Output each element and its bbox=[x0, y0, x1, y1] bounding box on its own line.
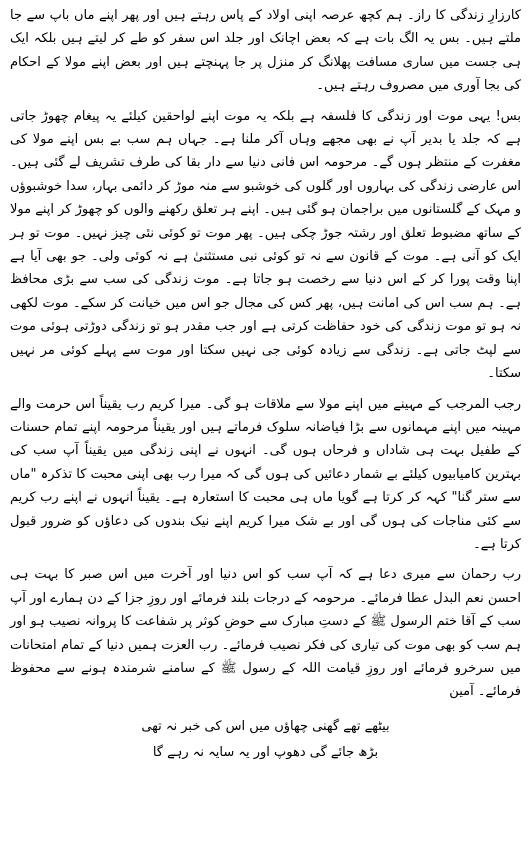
paragraph-4: رب رحمان سے میری دعا ہے کہ آپ سب کو اس دنیا اور آخرت میں اس صبر کا بہت ہی احسن نعم البدل عطا فرمائے۔ مرحومہ کے درجات بلند فرمائے اور روزِ جزا کے دن ہمارے اور آپ سب کے آقا ختم الرسول ﷺ کے دستِ مبارک سے حوضِ کوثر پر شفاعت کا پروانہ نصیب ہو اور ہم سب کو بھی موت کی تیاری کی فکر نصیب فرمائے۔ رب العزت ہمیں دنیا کے تمام امتحانات میں سرخرو فرمائے اور روزِ قیامت اللہ کے رسول ﷺ کے سامنے شرمندہ ہونے سے محفوظ فرمائے۔ آمین bbox=[9, 567, 521, 700]
closing-couplet bbox=[10, 714, 521, 766]
paragraph-1: کارزارِ زندگی کا راز۔ ہم کچھ عرصہ اپنی اولاد کے پاس رہتے ہیں اور پھر اپنے ماں باپ سے جا ملتے ہیں۔ بس یہ الگ بات ہے کہ بعض اچانک اور جلد اس سفر کو طے کر لیتے ہیں بلکہ ایک ہی جست میں ساری مسافت پھلانگ کر منزل پر جا پہنچتے ہیں اور بعض اپنے مولا کے احکام کی بجا آوری میں مصروف رہتے ہیں۔ bbox=[10, 8, 521, 94]
paragraph-3: رجب المرجب کے مہینے میں اپنے مولا سے ملاقات ہو گی۔ میرا کریم رب یقیناً اس حرمت والے مہینہ میں اپنے مہمانوں سے بڑا فیاضانہ سلوک فرماتے ہیں اور یقیناً مرحومہ اپنے تمام حسنات کے طفیل بہت ہی شاداں و فرحاں ہوں گی۔ انہوں نے اپنی زندگی میں یقیناً آپ سب کی بہترین کامیابیوں کیلئے بے شمار دعائیں کی ہوں گی کہ میرا رب بھی اپنی محبت کا تذکرہ "ماں سے ستر گنا" کہہ کر کرتا ہے گویا ماں ہی محبت کا استعارہ ہے۔ یقیناً انہوں نے اپنے رب کریم سے کئی مناجات کی ہوں گی اور بے شک میرا کریم اپنے نیک بندوں کی دعاؤں کو ضرور قبول کرتا ہے۔ bbox=[10, 396, 521, 552]
couplet-line-1: بیٹھے تھے گھنی چھاؤں میں اس کی خبر نہ تھی bbox=[141, 718, 390, 734]
couplet-line-2: بڑھ جائے گی دھوپ اور یہ سایہ نہ رہے گا bbox=[152, 744, 379, 760]
paragraph-2: بس! یہی موت اور زندگی کا فلسفہ ہے بلکہ یہ موت اپنے لواحقین کیلئے یہ پیغام چھوڑ جاتی ہے کہ جلد یا بدیر آپ نے بھی مجھے وہاں آکر ملنا ہے۔ جہاں ہم سب بے بس اپنے مولا کی مغفرت کے منتظر ہوں گے۔ مرحومہ اس فانی دنیا سے دار بقا کی طرف تشریف لے گئی ہیں۔ اس عارضی زندگی کی بہاروں اور گلوں کی خوشبو سے منہ موڑ کر دائمی بہار، سدا خوشبوؤں و مہک کے گلستانوں میں براجمان ہو گئی ہیں۔ اپنے ہر تعلق رکھنے والوں کو چھوڑ کر اپنے مولا کے ساتھ مضبوط تعلق اور رشتہ جوڑ چکی ہیں۔ پھر موت تو کوئی نئی چیز نہیں۔ موت تو ہر ایک کو آنی ہے۔ موت کے قانون سے نہ تو کوئی نبی مستثنیٰ ہے نہ کوئی ولی۔ جو بھی آیا ہے اپنا وقت پورا کر کے اس دنیا سے رخصت ہو جاتا ہے۔ موت زندگی کی سب سے بڑی محافظ ہے۔ ہم سب اس کی امانت ہیں، پھر کس کی مجال جو اس میں خیانت کر سکے۔ موت لکھی نہ ہو تو موت زندگی کی خود حفاظت کرتی ہے اور جب مقدر ہو تو زندگی دوڑتی ہوئی موت سے لپٹ جاتی ہے۔ زندگی سے زیادہ کوئی جی نہیں سکتا اور موت سے پہلے کوئی مر نہیں سکتا۔ bbox=[10, 108, 521, 382]
